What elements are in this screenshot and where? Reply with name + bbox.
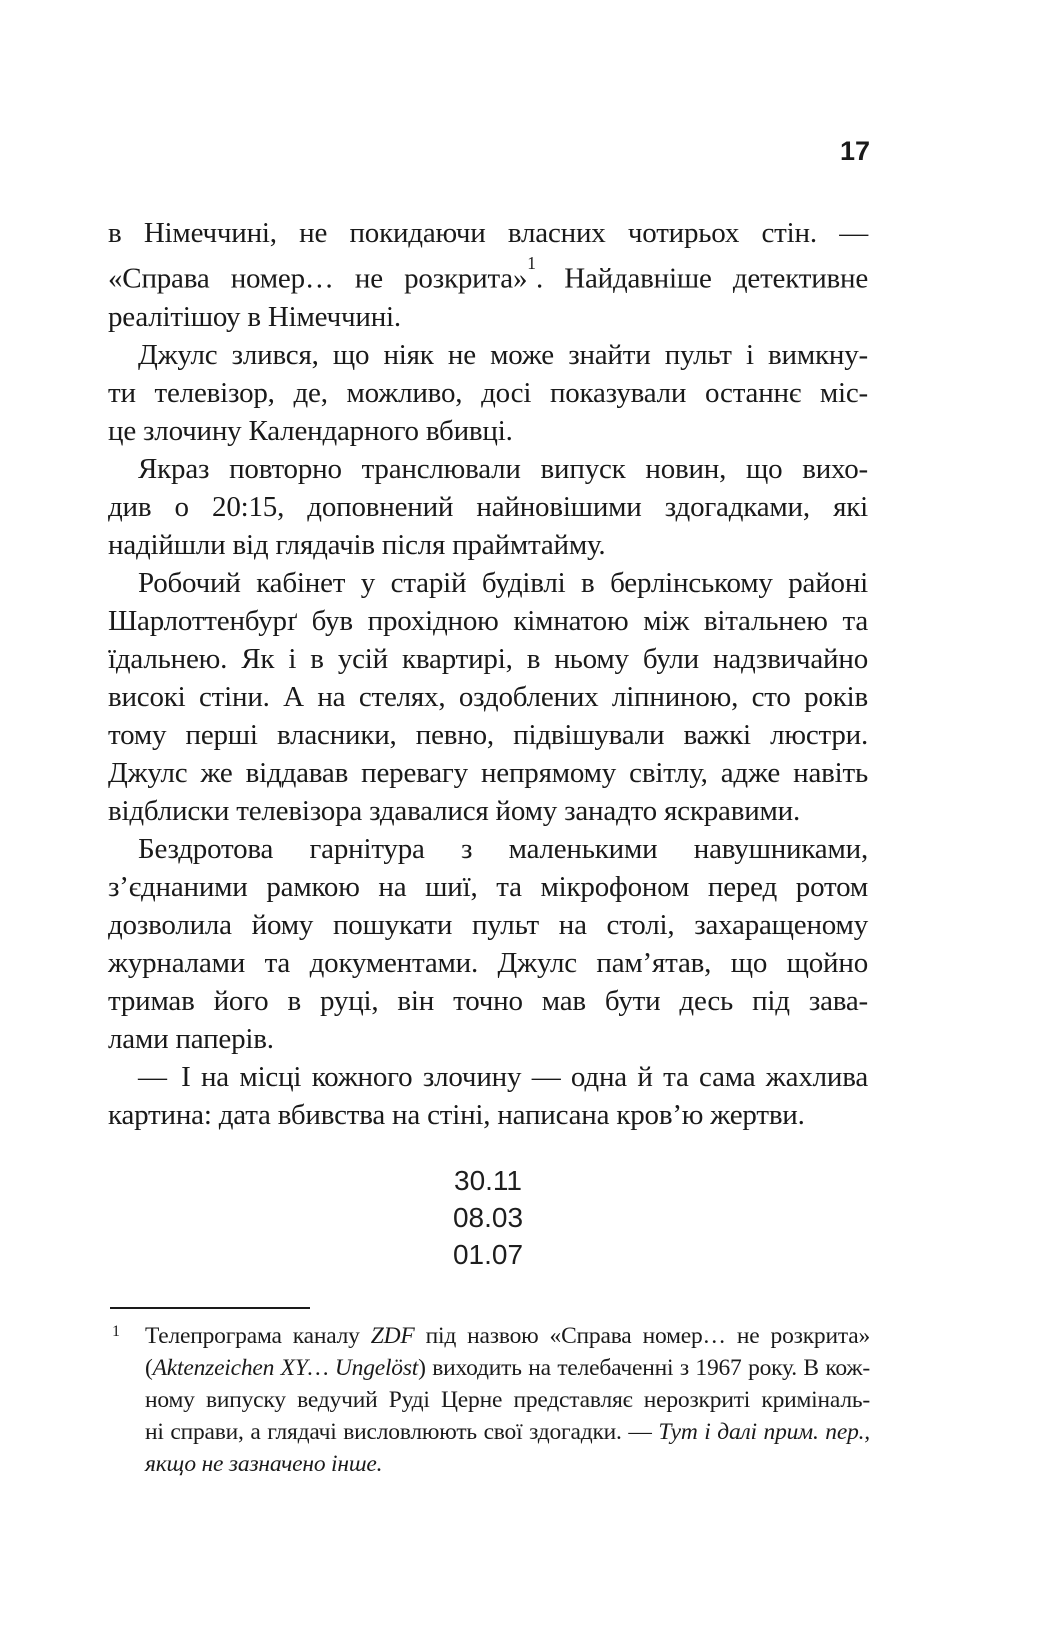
text-line: надійшли від глядачів після праймтайму.	[108, 528, 606, 561]
program-title-german: Aktenzeichen XY… Ungelöst	[152, 1355, 419, 1381]
text-segment: під назвою «Справа номер… не розкрита»	[414, 1323, 870, 1349]
footnote-marker: 1	[112, 1323, 120, 1340]
text-line: їдальнею. Як і в усій квартирі, в ньому були надзвичайно	[108, 642, 868, 675]
text-line: див о 20:15, доповнений найновішими здогадками, які	[108, 490, 868, 523]
text-line: Якраз повторно транслювали випуск новин, що вихо-	[138, 452, 868, 485]
translator-note: Тут і далі прим. пер.,	[658, 1419, 870, 1445]
footnote-divider	[110, 1307, 310, 1309]
footnote-line	[145, 1448, 870, 1480]
text-line: журналами та документами. Джулс пам’ятав, що щойно	[108, 946, 868, 979]
text-line: ти телевізор, де, можливо, досі показували останнє міс-	[108, 376, 868, 409]
text-line: в Німеччині, не покидаючи власних чотирьох стін. —	[108, 217, 868, 249]
quoted-show-title: «Справа номер… не розкрита»	[108, 262, 528, 295]
text-line: лами паперів.	[108, 1022, 274, 1055]
text-line: Робочий кабінет у старій будівлі в берлінському районі	[138, 566, 868, 599]
channel-name: ZDF	[370, 1323, 415, 1349]
text-line: Джулс злився, що ніяк не може знайти пульт і вимкну-	[138, 338, 868, 371]
text-line: реалітішоу в Німеччині.	[108, 300, 401, 333]
translator-note-continued: якщо не зазначено інше.	[145, 1451, 383, 1477]
date-line: 08.03	[452, 1202, 524, 1233]
text-segment: Телепрограма каналу	[145, 1323, 371, 1349]
text-line: тримав його в руці, він точно мав бути десь під зава-	[108, 984, 868, 1017]
text-line	[108, 252, 868, 298]
footnote-line	[145, 1320, 870, 1352]
text-line: дозволила йому пошукати пульт на столі, захаращеному	[108, 908, 868, 941]
murder-dates-block	[108, 1162, 868, 1273]
text-segment: (	[145, 1355, 153, 1381]
text-line: тому перші власники, певно, підвішували важкі люстри.	[108, 718, 868, 751]
text-line: відблиски телевізора здавалися йому занадто яскравими.	[108, 794, 801, 827]
text-line: це злочину Календарного вбивці.	[108, 414, 513, 447]
text-line: Бездротова гарнітура з маленькими навушниками,	[138, 832, 868, 865]
text-segment: ні справи, а глядачі висловлюють свої здогадки. —	[145, 1419, 659, 1445]
text-segment: . Найдавніше детективне	[535, 262, 868, 295]
dialogue-line: — І на місці кожного злочину — одна й та сама жахлива	[138, 1060, 868, 1093]
footnote-text	[145, 1320, 870, 1480]
text-line: високі стіни. А на стелях, оздоблених ліпниною, сто років	[108, 680, 868, 713]
page-number: 17	[839, 136, 870, 166]
date-line: 30.11	[454, 1165, 522, 1196]
footnote-line	[145, 1416, 870, 1448]
dialogue-line: картина: дата вбивства на стіні, написана кров’ю жертви.	[108, 1098, 805, 1131]
date-line: 01.07	[452, 1239, 524, 1270]
footnote-reference: 1	[527, 253, 536, 274]
text-segment: ) виходить на телебаченні з 1967 року. В кож-	[418, 1355, 871, 1381]
footnote-line: ному випуску ведучий Руді Церне представляє нерозкриті криміналь-	[145, 1387, 870, 1413]
footnote-line	[145, 1352, 870, 1384]
text-line: з’єднаними рамкою на шиї, та мікрофоном перед ротом	[108, 870, 868, 903]
text-line: Шарлоттенбурґ був прохідною кімнатою між вітальнею та	[108, 604, 868, 637]
text-line: Джулс же віддавав перевагу непрямому світлу, адже навіть	[108, 756, 868, 789]
body-text	[108, 214, 868, 1134]
